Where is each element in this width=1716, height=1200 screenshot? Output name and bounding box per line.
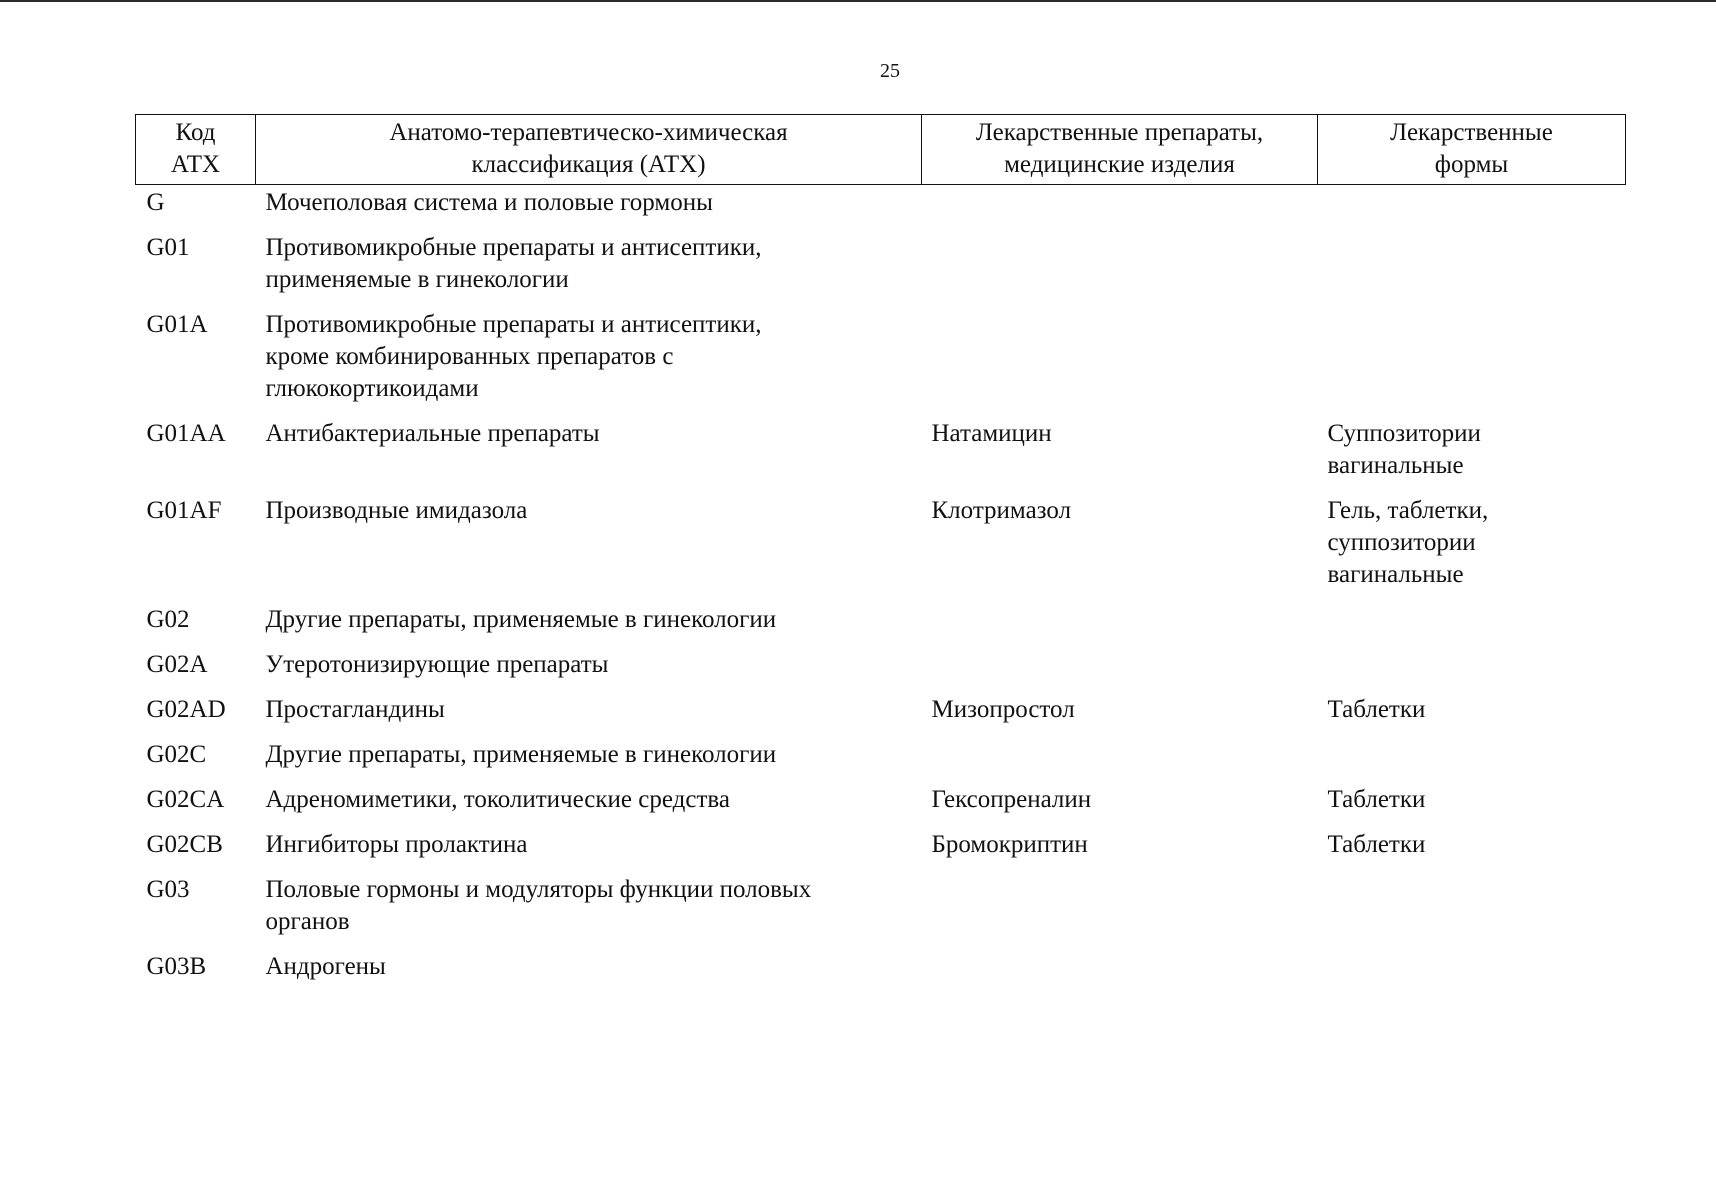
header-drugs [922, 115, 1318, 185]
classification-line: Противомикробные препараты и антисептики, [265, 234, 762, 261]
form-cell [1318, 874, 1626, 951]
form-cell [1318, 951, 1626, 996]
header-line: АТХ [170, 151, 221, 178]
atx-code-cell: G01 [146, 234, 190, 261]
form-cell [1318, 232, 1626, 309]
drug-cell [922, 874, 1318, 951]
classification-line: Производные имидазола [265, 497, 528, 524]
atx-code-cell: G01AA [146, 420, 226, 447]
form-line: суппозитории [1327, 529, 1476, 556]
atx-code-cell: G02CA [146, 786, 225, 813]
form-cell [1318, 309, 1626, 418]
classification-line: Мочеполовая система и половые гормоны [265, 189, 713, 216]
atx-code-cell: G02AD [146, 696, 226, 723]
classification-line: глюкокортикоидами [265, 375, 479, 402]
form-cell [1318, 829, 1626, 874]
atx-code-cell: G03B [146, 953, 207, 980]
classification-line: органов [265, 908, 350, 935]
atx-code-cell: G01A [146, 311, 208, 338]
form-cell [1318, 784, 1626, 829]
drug-cell [922, 232, 1318, 309]
drug-cell [922, 784, 1318, 829]
table-row [136, 649, 1626, 694]
drug-cell [922, 649, 1318, 694]
classification-line: кроме комбинированных препаратов с [265, 343, 674, 370]
classification-line: Андрогены [265, 953, 386, 980]
classification-cell [256, 874, 922, 951]
classification-cell [256, 495, 922, 604]
header-classification [256, 115, 922, 185]
classification-line: Ингибиторы пролактина [265, 831, 528, 858]
table-row [136, 829, 1626, 874]
table-row [136, 232, 1626, 309]
header-code [136, 115, 256, 185]
header-row [136, 115, 1626, 185]
page-number: 25 [880, 60, 900, 82]
classification-line: Утеротонизирующие препараты [265, 651, 609, 678]
drug-cell [922, 418, 1318, 495]
atx-code-cell: G02C [146, 741, 207, 768]
atx-code-cell: G03 [146, 876, 190, 903]
form-cell [1318, 418, 1626, 495]
drug-cell [922, 951, 1318, 996]
classification-cell [256, 739, 922, 784]
form-line: вагинальные [1327, 561, 1464, 588]
header-line: Анатомо-терапевтическо-химическая [389, 119, 788, 146]
atx-code-cell: G01AF [146, 497, 222, 524]
classification-line: Другие препараты, применяемые в гинекологии [265, 606, 777, 633]
header-line: Код [175, 119, 216, 146]
table-row [136, 309, 1626, 418]
table-row [136, 784, 1626, 829]
drug-cell [922, 309, 1318, 418]
table-row [136, 495, 1626, 604]
drug-line: Натамицин [931, 420, 1052, 447]
classification-cell [256, 829, 922, 874]
header-line: классификация (АТХ) [471, 151, 706, 178]
drug-cell [922, 495, 1318, 604]
form-line: Таблетки [1327, 831, 1426, 858]
atx-code-cell: G02 [146, 606, 190, 633]
form-line: Гель, таблетки, [1327, 497, 1489, 524]
table-row [136, 739, 1626, 784]
table-row [136, 418, 1626, 495]
drug-cell [922, 739, 1318, 784]
drug-line: Бромокриптин [931, 831, 1088, 858]
page-top-rule [0, 0, 1716, 2]
header-line: медицинские изделия [1004, 151, 1235, 178]
classification-cell [256, 604, 922, 649]
form-cell [1318, 495, 1626, 604]
classification-line: Адреномиметики, токолитические средства [265, 786, 730, 813]
form-cell [1318, 739, 1626, 784]
drug-cell [922, 604, 1318, 649]
form-cell [1318, 604, 1626, 649]
classification-line: Антибактериальные препараты [265, 420, 600, 447]
atx-code-cell: G02A [146, 651, 208, 678]
form-cell [1318, 185, 1626, 233]
classification-cell [256, 232, 922, 309]
form-line: вагинальные [1327, 452, 1464, 479]
classification-cell [256, 309, 922, 418]
atx-table [135, 114, 1626, 996]
drug-cell [922, 829, 1318, 874]
table-row [136, 874, 1626, 951]
drug-cell [922, 694, 1318, 739]
form-line: Таблетки [1327, 786, 1426, 813]
table-row [136, 604, 1626, 649]
drug-line: Клотримазол [931, 497, 1072, 524]
table-row [136, 185, 1626, 233]
header-line: формы [1434, 151, 1509, 178]
header-line: Лекарственные препараты, [975, 119, 1264, 146]
classification-cell [256, 418, 922, 495]
form-line: Таблетки [1327, 696, 1426, 723]
classification-line: применяемые в гинекологии [265, 266, 569, 293]
form-cell [1318, 649, 1626, 694]
classification-cell [256, 951, 922, 996]
header-line: Лекарственные [1390, 119, 1553, 146]
classification-line: Простагландины [265, 696, 445, 723]
classification-cell [256, 694, 922, 739]
classification-line: Другие препараты, применяемые в гинекологии [265, 741, 777, 768]
classification-line: Половые гормоны и модуляторы функции половых [265, 876, 812, 903]
header-forms [1318, 115, 1626, 185]
classification-cell [256, 649, 922, 694]
table-row [136, 951, 1626, 996]
form-line: Суппозитории [1327, 420, 1481, 447]
drug-cell [922, 185, 1318, 233]
drug-line: Мизопростол [931, 696, 1075, 723]
atx-code-cell: G02CB [146, 831, 223, 858]
classification-cell [256, 185, 922, 233]
table-body [136, 185, 1626, 997]
table-header [136, 115, 1626, 185]
form-cell [1318, 694, 1626, 739]
table-row [136, 694, 1626, 739]
classification-cell [256, 784, 922, 829]
classification-line: Противомикробные препараты и антисептики, [265, 311, 762, 338]
atx-code-cell: G [146, 189, 165, 216]
drug-line: Гексопреналин [931, 786, 1092, 813]
